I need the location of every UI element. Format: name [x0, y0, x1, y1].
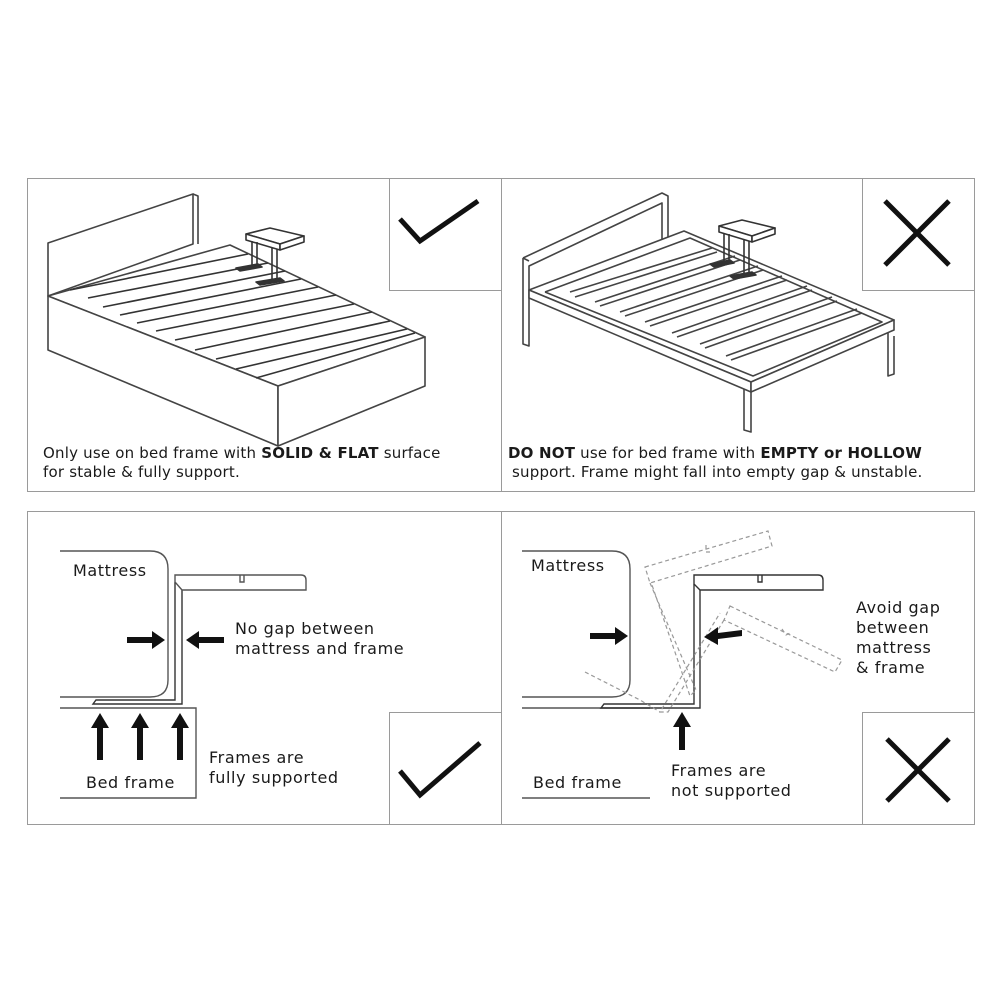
not-supported-text: Frames are not supported — [671, 761, 792, 800]
solid-bed-caption: Only use on bed frame with SOLID & FLAT surface for stable & fully support. — [43, 444, 441, 481]
supported-text: Frames are fully supported — [209, 748, 339, 787]
bed-frame-label: Bed frame — [533, 773, 622, 792]
avoid-gap-text: Avoid gap between mattress & frame — [856, 598, 941, 677]
bed-frame-label: Bed frame — [86, 773, 175, 792]
no-gap-text: No gap between mattress and frame — [235, 619, 405, 658]
hollow-bed-caption: DO NOT use for bed frame with EMPTY or HOLLOW support. Frame might fall into empty gap & unstable. — [508, 444, 923, 481]
mattress-label: Mattress — [531, 556, 605, 575]
mattress-label: Mattress — [73, 561, 147, 580]
